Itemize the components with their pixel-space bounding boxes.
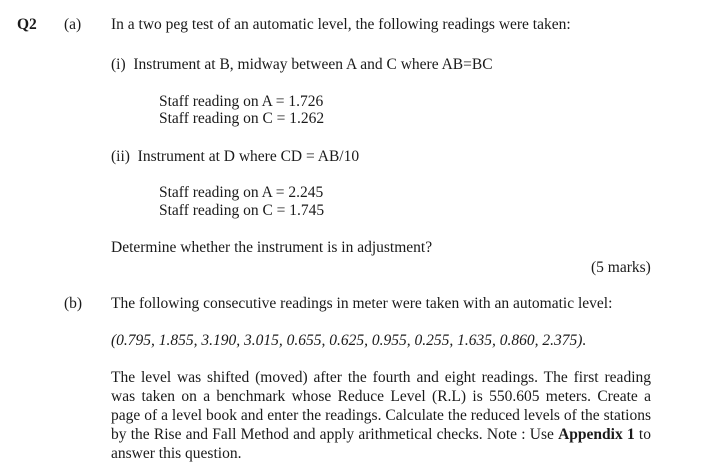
part-b-intro: The following consecutive readings in meter were taken with an automatic level: bbox=[111, 295, 613, 312]
case-ii-reading-c: Staff reading on C = 1.745 bbox=[159, 202, 325, 219]
part-b-readings: (0.795, 1.855, 3.190, 3.015, 0.655, 0.625, 0.955, 0.255, 1.635, 0.860, 2.375). bbox=[111, 332, 587, 349]
case-i-reading-c: Staff reading on C = 1.262 bbox=[159, 110, 325, 127]
part-a-label: (a) bbox=[64, 16, 82, 33]
case-ii-reading-a: Staff reading on A = 2.245 bbox=[159, 184, 324, 201]
part-a-marks: (5 marks) bbox=[591, 259, 651, 276]
case-i-reading-a: Staff reading on A = 1.726 bbox=[159, 93, 324, 110]
paragraph-text-start: The level was shifted (moved) after the fourth and eight readings. The first reading was taken on a benchmark whose Reduce Level (R.L) is 550.605 meters. Create a page of a level book and enter the readings. Calculate the reduced levels of the stations by the Rise and Fall Method and apply arithmetical checks. Note : Use bbox=[111, 369, 651, 443]
part-b-label: (b) bbox=[64, 295, 83, 312]
part-b-paragraph bbox=[111, 368, 651, 463]
case-i-title: (i) Instrument at B, midway between A and C where AB=BC bbox=[111, 56, 493, 73]
case-ii-title: (ii) Instrument at D where CD = AB/10 bbox=[111, 148, 360, 165]
appendix-reference: Appendix 1 bbox=[558, 426, 635, 443]
paragraph-text-end: to answer this question. bbox=[111, 426, 651, 462]
part-a-prompt: Determine whether the instrument is in adjustment? bbox=[111, 239, 433, 256]
part-a-intro: In a two peg test of an automatic level, the following readings were taken: bbox=[111, 16, 571, 33]
question-number: Q2 bbox=[17, 16, 37, 33]
